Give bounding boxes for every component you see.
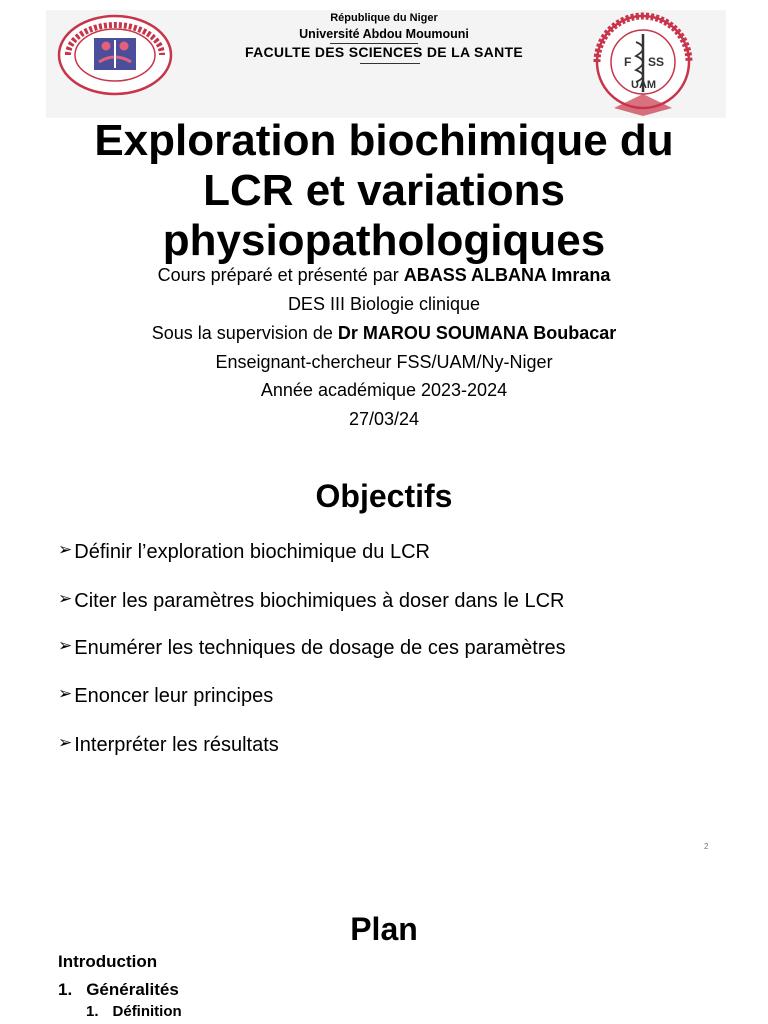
objective-item	[58, 540, 430, 564]
date: 27/03/24	[348, 409, 420, 429]
page-title	[40, 116, 728, 266]
supervisor-line	[0, 323, 768, 344]
objective-item	[58, 733, 279, 757]
supervisor-name: Dr MAROU SOUMANA Boubacar	[337, 323, 617, 343]
arrow-bullet-icon: ➢	[58, 540, 73, 559]
title-line-1: Exploration biochimique du	[94, 116, 674, 165]
header-university: Université Abdou Moumouni	[299, 27, 469, 41]
svg-text:SS: SS	[648, 55, 665, 69]
academic-year: Année académique 2023-2024	[260, 380, 508, 400]
arrow-bullet-icon: ➢	[58, 589, 73, 608]
plan-subsection-1-label: Définition	[112, 1003, 182, 1020]
header-republic: République du Niger	[330, 12, 438, 24]
objectives-heading: Objectifs	[315, 478, 453, 514]
plan-subsection-1	[86, 1003, 182, 1020]
objective-text: Interpréter les résultats	[74, 734, 279, 756]
objective-text: Enoncer leur principes	[74, 685, 274, 707]
title-line-2: LCR et variations	[203, 166, 565, 215]
presenter-line	[0, 265, 768, 286]
plan-section-1-number: 1.	[58, 980, 73, 999]
supervisor-prefix: Sous la supervision de	[151, 323, 338, 343]
objective-text: Citer les paramètres biochimiques à doser dans le LCR	[74, 590, 565, 612]
presenter-name: ABASS ALBANA Imrana	[403, 265, 611, 285]
supervisor-role: Enseignant-chercheur FSS/UAM/Ny-Niger	[215, 352, 553, 372]
objective-text: Définir l’exploration biochimique du LCR	[74, 541, 430, 563]
plan-intro: Introduction	[58, 952, 158, 971]
presenter-prefix: Cours préparé et présenté par	[157, 265, 404, 285]
header-faculty: FACULTE DES SCIENCES DE LA SANTE	[245, 44, 523, 60]
objective-item	[58, 589, 564, 613]
svg-text:UAM: UAM	[631, 79, 657, 91]
title-line-3: physiopathologiques	[162, 216, 606, 265]
plan-subsection-1-number: 1.	[86, 1003, 99, 1020]
page-number: 2	[704, 842, 709, 851]
objective-text: Enumérer les techniques de dosage de ces paramètres	[74, 637, 566, 659]
arrow-bullet-icon: ➢	[58, 733, 73, 752]
arrow-bullet-icon: ➢	[58, 636, 73, 655]
svg-text:F: F	[624, 55, 632, 69]
objective-item	[58, 684, 273, 708]
arrow-bullet-icon: ➢	[58, 684, 73, 703]
plan-heading: Plan	[350, 911, 418, 947]
presenter-role: DES III Biologie clinique	[287, 294, 481, 314]
plan-section-1	[58, 980, 179, 1000]
header-underline-2	[360, 63, 420, 64]
objective-item	[58, 636, 566, 660]
plan-section-1-label: Généralités	[86, 980, 179, 999]
